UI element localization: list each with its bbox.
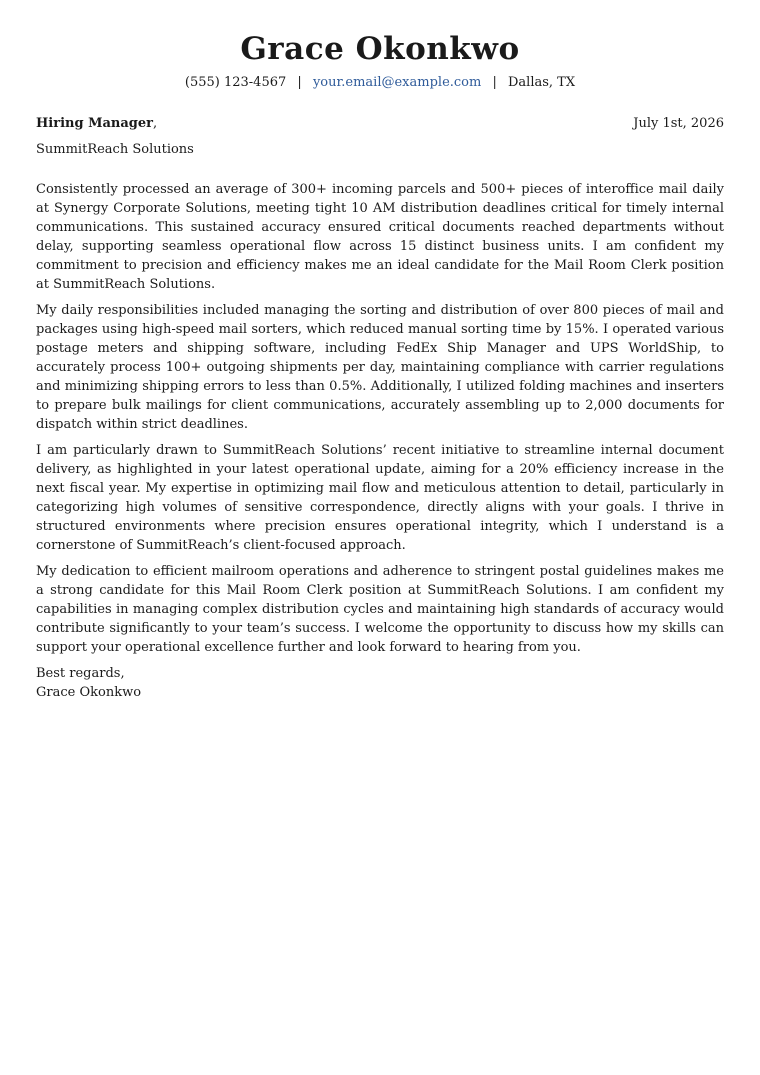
letter-body <box>36 180 724 702</box>
contact-separator: | <box>492 75 497 90</box>
body-paragraph-2: My daily responsibilities included managing the sorting and distribution of over 800 pieces of mail and packages using high-speed mail sorters, which reduced manual sorting time by 15%. I operated various postage meters and shipping software, including FedEx Ship Manager and UPS WorldShip, to accurately process 100+ outgoing shipments per day, maintaining compliance with carrier regulations and minimizing shipping errors to less than 0.5%. Additionally, I utilized folding machines and inserters to prepare bulk mailings for client communications, accurately assembling up to 2,000 documents for dispatch within strict deadlines. <box>36 303 724 432</box>
recipient-title-comma: , <box>152 116 158 131</box>
email-link[interactable]: your.email@example.com <box>312 75 482 90</box>
phone-number: (555) 123-4567 <box>184 75 287 90</box>
contact-separator: | <box>297 75 302 90</box>
letter-closing <box>36 664 724 702</box>
contact-line <box>0 74 760 92</box>
closing-salutation: Best regards, <box>36 666 125 681</box>
recipient-line <box>36 115 157 133</box>
recipient-title: Hiring Manager <box>36 116 153 131</box>
body-paragraph-4: My dedication to efficient mailroom operations and adherence to stringent postal guidelines makes me a strong candidate for this Mail Room Clerk position at SummitReach Solutions. I am confident my capabilities in managing complex distribution cycles and maintaining high standards of accuracy would contribute significantly to your team’s success. I welcome the opportunity to discuss how my skills can support your operational excellence further and look forward to hearing from you. <box>36 564 724 655</box>
recipient-company: SummitReach Solutions <box>36 142 194 157</box>
recipient-date-row <box>36 115 724 133</box>
location: Dallas, TX <box>508 75 576 90</box>
closing-signature: Grace Okonkwo <box>36 685 142 700</box>
applicant-name: Grace Okonkwo <box>240 31 520 67</box>
body-paragraph-1: Consistently processed an average of 300+ incoming parcels and 500+ pieces of interoffice mail daily at Synergy Corporate Solutions, meeting tight 10 AM distribution deadlines critical for timely internal communications. This sustained accuracy ensured critical documents reached departments without delay, supporting seamless operational flow across 15 distinct business units. I am confident my commitment to precision and efficiency makes me an ideal candidate for the Mail Room Clerk position at SummitReach Solutions. <box>36 182 724 292</box>
letter-date: July 1st, 2026 <box>633 116 724 131</box>
body-paragraph-3: I am particularly drawn to SummitReach Solutions’ recent initiative to streamline internal document delivery, as highlighted in your latest operational update, aiming for a 20% efficiency increase in the next fiscal year. My expertise in optimizing mail flow and meticulous attention to detail, particularly in categorizing high volumes of sensitive correspondence, directly aligns with your goals. I thrive in structured environments where precision ensures operational integrity, which I understand is a cornerstone of SummitReach’s client-focused approach. <box>36 443 724 553</box>
